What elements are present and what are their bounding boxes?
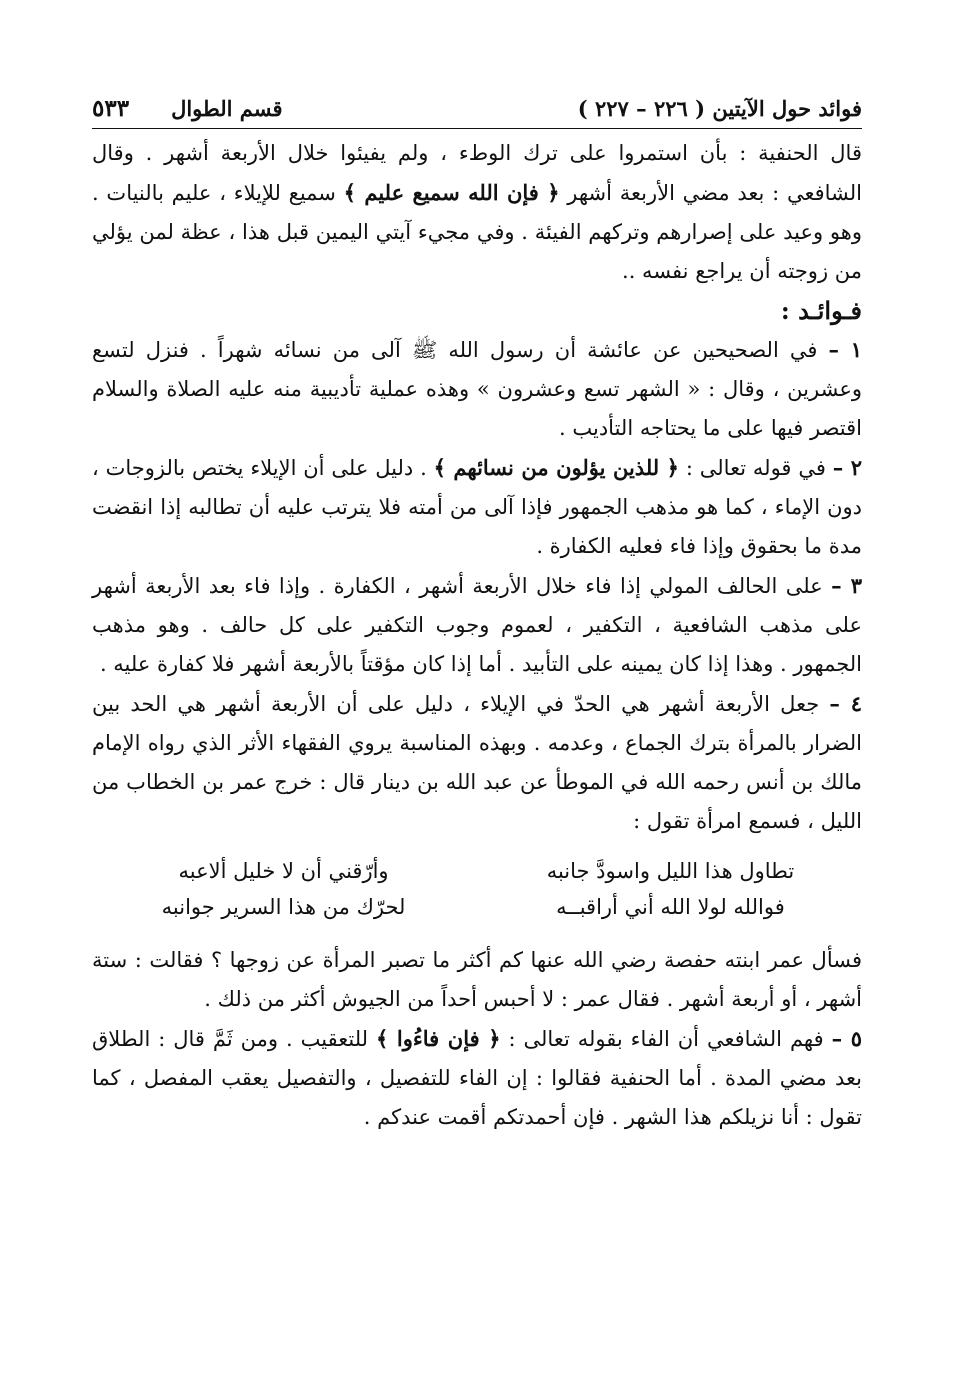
benefits-heading: فـوائـد : (780, 296, 862, 325)
after-poem-paragraph: فسأل عمر ابنته حفصة رضي الله عنها كم أكثر ما تصبر المرأة عن زوجها ؟ فقالت : ستة أشهر ، أو أربعة أشهر . فقال عمر : لا أحبس أحداً من الجيوش أكثر من ذلك . (92, 948, 862, 1011)
benefit-item-3 (92, 566, 862, 684)
item-text: جعل الأربعة أشهر هي الحدّ في الإيلاء ، دليل على أن الأربعة أشهر هي الحد بين الضرار بالمرأة بترك الجماع ، وعدمه . وبهذه المناسبة يروي الفقهاء الأثر الذي رواه الإمام مالك بن أنس رحمه الله في الموطأ عن عبد الله بن دينار قال : خرج عمر بن الخطاب من الليل ، فسمع امرأة تقول : (92, 692, 862, 833)
item-number: ٤ – (829, 691, 862, 716)
item-text: . دليل على أن الإيلاء يختص بالزوجات ، دون الإماء ، كما هو مذهب الجمهور فإذا آلى من أمته فلا يترتب عليه أن تطالبه إذا انقضت مدة ما بحقوق وإذا فاء فعليه الكفارة . (92, 456, 862, 558)
intro-text-2: سميع للإيلاء ، عليم بالنيات . وهو وعيد على إصرارهم وتركهم الفيئة . وفي مجيء آيتي اليمين قبل هذا ، عظة لمن يؤلي من زوجته أن يراجع نفسه .. (92, 181, 862, 283)
poem (92, 853, 862, 925)
item-number: ١ – (828, 337, 863, 362)
benefit-item-5 (92, 1019, 862, 1137)
intro-text-1: قال الحنفية : بأن استمروا على ترك الوطء ، ولم يفيئوا خلال الأربعة أشهر . وقال الشافعي : بعد مضي الأربعة أشهر (92, 141, 862, 205)
item-text: فهم الشافعي أن الفاء بقوله تعالى : (500, 1027, 832, 1051)
verse-first-hemistich: تطاول هذا الليل واسودَّ جانبه (546, 859, 795, 883)
item-text: في الصحيحين عن عائشة أن رسول الله ﷺ آلى من نسائه شهراً . فنزل لتسع وعشرين ، وقال : « الشهر تسع وعشرون » وهذه عملية تأديبية منه عليه الصلاة والسلام اقتصر فيها على ما يحتاجه التأديب . (92, 338, 862, 440)
verse-second-hemistich: وأرّقني أن لا خليل ألاعبه (178, 859, 389, 883)
quran-quote: ﴿ فإن الله سميع عليم ﴾ (343, 180, 560, 205)
verse-first-hemistich: فوالله لولا الله أني أراقبــه (556, 895, 785, 919)
item-number: ٢ – (832, 455, 862, 480)
poem-verse (112, 889, 842, 925)
quran-quote: ﴿ للذين يؤلون من نسائهم ﴾ (433, 455, 679, 480)
item-number: ٣ – (831, 573, 863, 598)
benefit-item-2 (92, 448, 862, 566)
header-left (92, 95, 283, 122)
item-number: ٥ – (831, 1026, 862, 1051)
item-text: في قوله تعالى : (678, 456, 833, 480)
item-text: على الحالف المولي إذا فاء خلال الأربعة أشهر ، الكفارة . وإذا فاء بعد الأربعة أشهر على مذهب الشافعية ، التكفير ، لعموم وجوب التكفير على كل حالف . وهو مذهب الجمهور . وهذا إذا كان يمينه على التأبيد . أما إذا كان مؤقتاً بالأربعة أشهر فلا كفارة عليه . (92, 574, 862, 676)
page-body (92, 134, 862, 1137)
page-number: ٥٣٣ (92, 94, 130, 122)
benefit-item-1 (92, 330, 862, 448)
intro-paragraph (92, 134, 862, 291)
running-title: فوائد حول الآيتين ( ٢٢٦ – ٢٢٧ ) (577, 95, 862, 121)
quran-quote: ﴿ فإن فاءُوا ﴾ (376, 1026, 501, 1051)
poem-verse (112, 853, 842, 889)
section-name: قسم الطوال (171, 95, 283, 121)
item-text: للتعقيب . ومن ثَمَّ قال : الطلاق بعد مضي المدة . أما الحنفية فقالوا : إن الفاء للتفصيل ، والتفصيل يعقب المفصل ، كما تقول : أنا نزيلكم هذا الشهر . فإن أحمدتكم أقمت عندكم . (92, 1027, 862, 1129)
page-header (92, 88, 862, 129)
verse-second-hemistich: لحرّك من هذا السرير جوانبه (161, 895, 406, 919)
benefit-item-4 (92, 684, 862, 841)
